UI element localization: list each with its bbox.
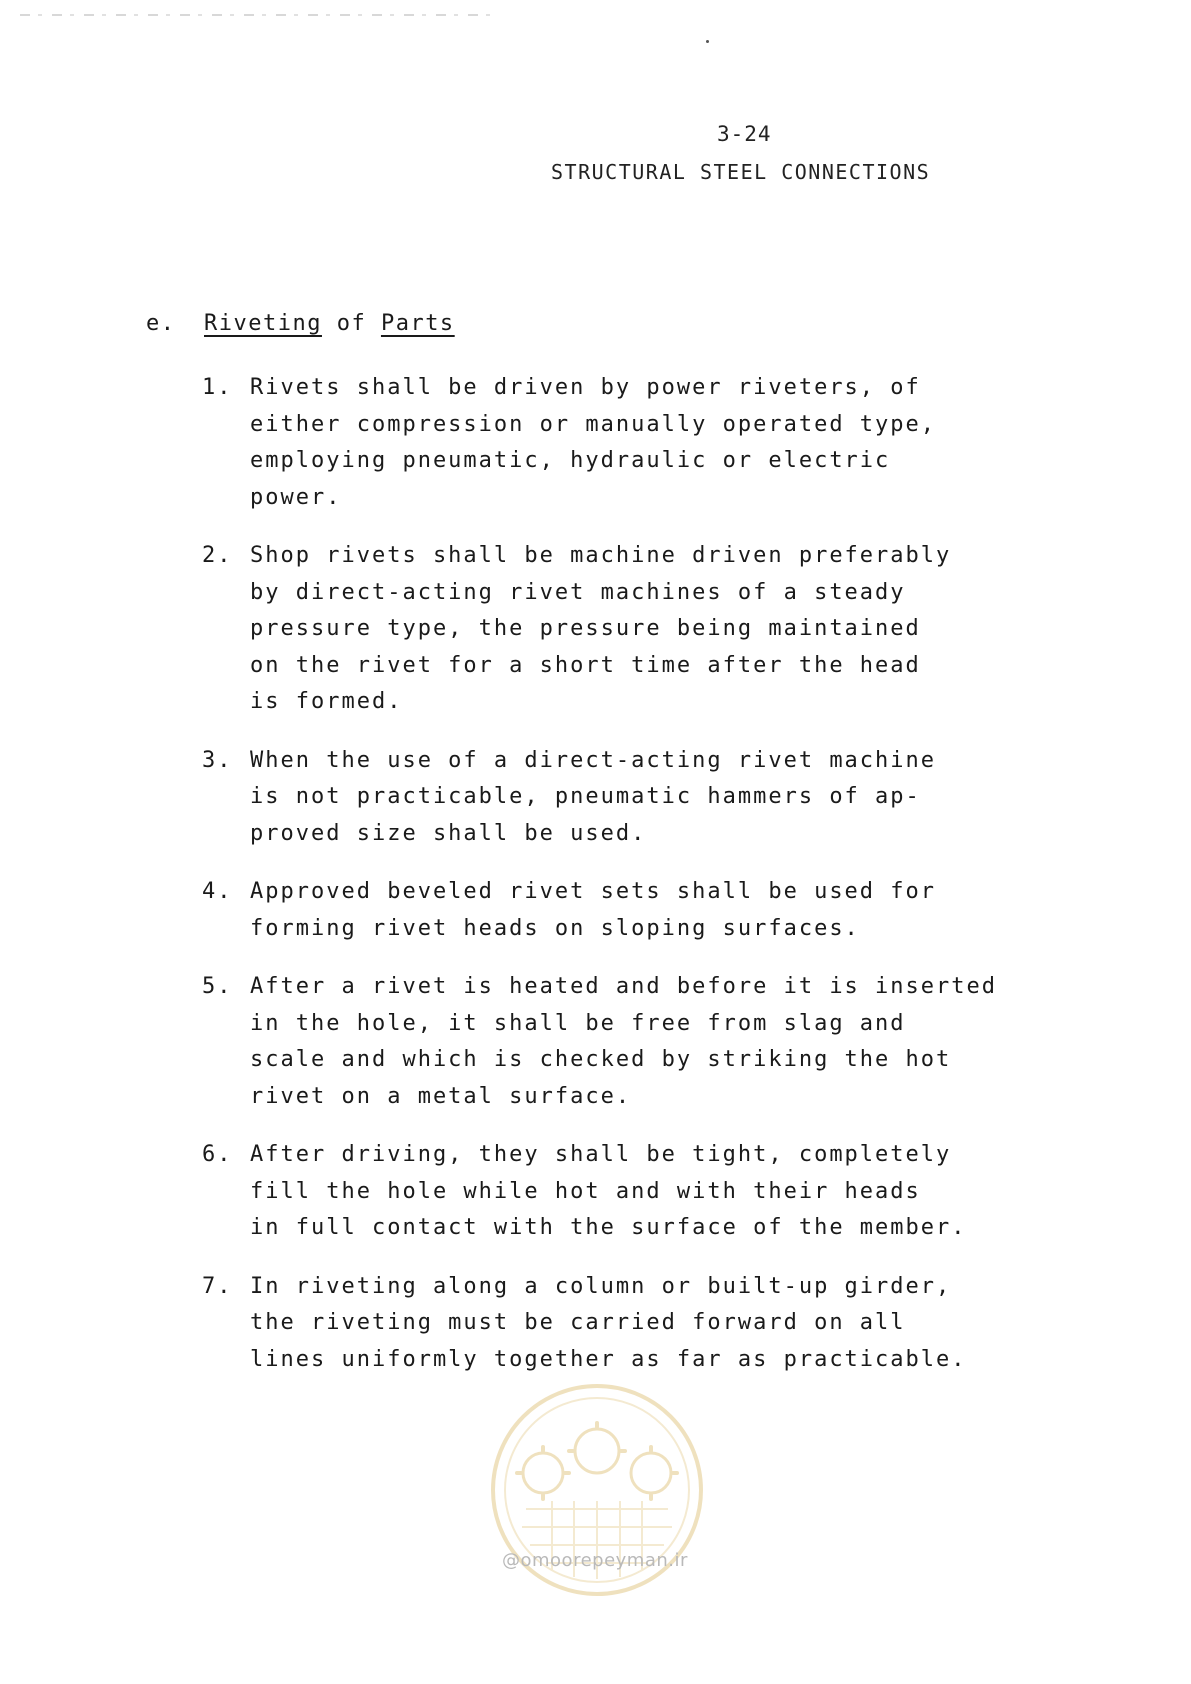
item-number: 3. <box>202 747 233 773</box>
item-number: 2. <box>202 543 233 568</box>
section-title-word-1: Riveting <box>204 311 322 336</box>
watermark-text: @omoorepeyman.ir <box>502 1550 688 1571</box>
list-item <box>202 1137 1002 1247</box>
item-text: Shop rivets shall be machine driven preferably by direct-acting rivet machines of a steady pressure type, the pressure being maintained on the rivet for a short time after the head is formed. <box>250 543 952 714</box>
item-number: 7. <box>202 1273 233 1299</box>
page-number: 3-24 <box>717 122 772 146</box>
section-heading <box>146 311 455 336</box>
page-header: STRUCTURAL STEEL CONNECTIONS <box>551 160 931 184</box>
item-number: 4. <box>202 879 233 904</box>
scan-artifact-line <box>20 14 500 16</box>
section-title-word-2: Parts <box>380 311 455 336</box>
section-title-connector: of <box>321 311 381 336</box>
item-text: In riveting along a column or built-up girder, the riveting must be carried forward on all lines uniformly together as far as practicable. <box>250 1273 967 1372</box>
item-text: Approved beveled rivet sets shall be used for forming rivet heads on sloping surfaces. <box>250 879 937 941</box>
requirements-list <box>202 370 1002 1400</box>
list-item <box>202 1269 1002 1379</box>
item-text: After a rivet is heated and before it is inserted in the hole, it shall be free from slag and scale and which is checked by striking the hot rivet on a metal surface. <box>250 974 998 1109</box>
section-marker: e. <box>146 311 176 336</box>
list-item <box>202 743 1002 853</box>
item-number: 5. <box>202 974 233 999</box>
item-text: Rivets shall be driven by power riveters, of either compression or manually operated type, employing pneumatic, hydraulic or electric power. <box>250 375 937 510</box>
list-item <box>202 370 1002 516</box>
list-item <box>202 969 1002 1115</box>
list-item <box>202 538 1002 721</box>
scan-artifact-dot <box>706 40 709 43</box>
item-text: After driving, they shall be tight, completely fill the hole while hot and with their heads in full contact with the surface of the member. <box>250 1142 967 1240</box>
item-text: When the use of a direct-acting rivet machine is not practicable, pneumatic hammers of ap- proved size shall be used. <box>250 747 937 846</box>
list-item <box>202 874 1002 947</box>
item-number: 1. <box>202 375 233 400</box>
item-number: 6. <box>202 1142 233 1167</box>
